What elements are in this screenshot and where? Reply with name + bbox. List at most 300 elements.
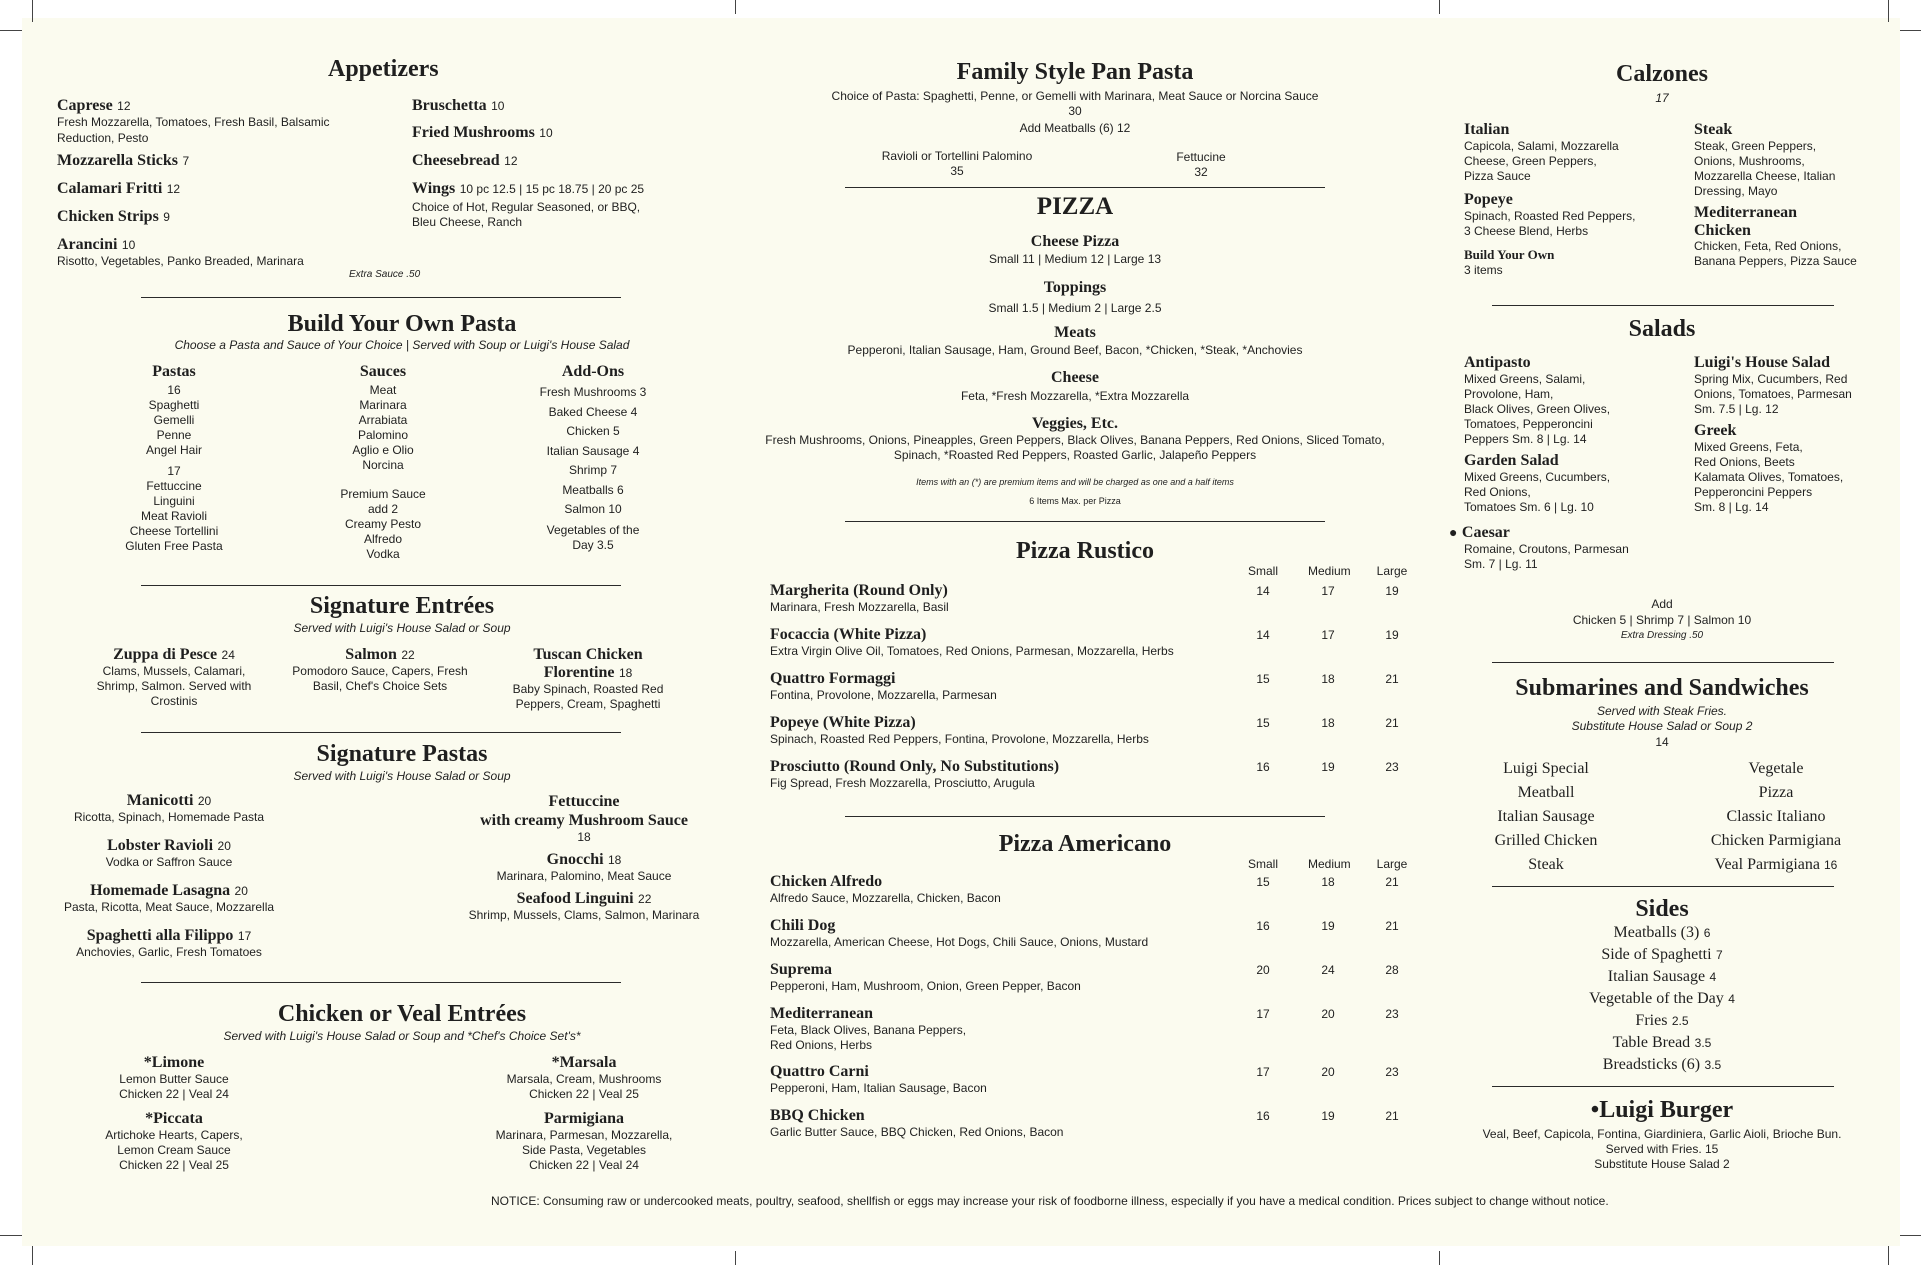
- item-desc: Red Onions,: [1464, 485, 1531, 499]
- sauces-heading: Sauces: [359, 363, 407, 380]
- item-desc: Sm. 7.5 | Lg. 12: [1694, 402, 1779, 416]
- divider: [845, 816, 1325, 817]
- pizza-desc: Marinara, Fresh Mozzarella, Basil: [770, 600, 949, 614]
- pastas-price: 17: [167, 464, 181, 478]
- burger-desc: Served with Fries. 15: [1605, 1142, 1719, 1156]
- sub-option: Chicken Parmigiana: [1710, 832, 1842, 849]
- item-name: Florentine: [543, 664, 615, 681]
- side-item: [1462, 1054, 1862, 1076]
- caprese-item: [57, 97, 131, 115]
- item-name: Fried Mushrooms: [412, 124, 535, 141]
- pizza-desc: Fig Spread, Fresh Mozzarella, Prosciutto, Arugula: [770, 776, 1035, 790]
- pizza-price: 19: [1321, 760, 1335, 774]
- zuppa-item: [84, 646, 264, 709]
- appetizers-title: Appetizers: [328, 56, 439, 82]
- item-name: *Piccata: [145, 1110, 203, 1127]
- sub-option: Grilled Chicken: [1494, 832, 1598, 849]
- crop-mark: [735, 0, 736, 14]
- divider: [1492, 662, 1834, 663]
- pasta-option: Gemelli: [153, 413, 195, 427]
- side-name: Fries: [1635, 1012, 1668, 1029]
- item-desc: Lemon Butter Sauce: [119, 1072, 229, 1086]
- item-price: 18: [618, 666, 633, 680]
- item-name: Cheesebread: [412, 152, 500, 169]
- item-desc: Choice of Hot, Regular Seasoned, or BBQ,: [412, 200, 641, 214]
- calzones-right: [1694, 121, 1857, 269]
- item-desc: Sm. 7 | Lg. 11: [1464, 557, 1538, 571]
- item-name: Build Your Own: [1464, 247, 1555, 262]
- salmon-item: [280, 646, 480, 694]
- pizza-price: 16: [1256, 919, 1270, 933]
- item-name: Mediterranean: [1694, 204, 1798, 221]
- item-price: 22: [638, 892, 652, 906]
- item-name: Wings: [412, 180, 456, 197]
- item-name: Antipasto: [1464, 354, 1531, 371]
- pizza-desc: Mozzarella, American Cheese, Hot Dogs, Chili Sauce, Onions, Mustard: [770, 935, 1149, 949]
- item-desc: Reduction, Pesto: [57, 131, 149, 145]
- cheese-list: Feta, *Fresh Mozzarella, *Extra Mozzarella: [960, 389, 1190, 403]
- item-price: 18: [607, 853, 622, 867]
- subs-note: Served with Steak Fries.: [1596, 704, 1728, 718]
- addon-option: Fresh Mushrooms 3: [539, 385, 647, 399]
- signature-pastas-right: [454, 792, 714, 923]
- item-desc: Mixed Greens, Feta,: [1694, 440, 1803, 454]
- premium-sauce: add 2: [367, 502, 399, 516]
- size-header: Small: [1247, 564, 1278, 578]
- item-desc: Onions, Tomatoes, Parmesan: [1694, 387, 1852, 401]
- item-name: Chicken Strips: [57, 208, 159, 225]
- pizza-row: [770, 1005, 1420, 1052]
- sauce-option: Palomino: [357, 428, 409, 442]
- calamari-item: [57, 180, 180, 198]
- burger-title: •Luigi Burger: [1590, 1097, 1734, 1123]
- fettucine-option: Fettucine: [1176, 150, 1226, 164]
- item-price: 9: [163, 210, 170, 224]
- meats-list: Pepperoni, Italian Sausage, Ham, Ground Beef, Bacon, *Chicken, *Steak, *Anchovies: [847, 343, 1303, 357]
- item-price: 10: [121, 238, 136, 252]
- pizza-name: Mediterranean: [770, 1005, 874, 1022]
- bruschetta-item: [412, 97, 504, 115]
- addon-option: Vegetables of the: [546, 522, 640, 537]
- addon-option: Meatballs 6: [562, 482, 624, 497]
- pizza-rustico-title: Pizza Rustico: [1016, 538, 1154, 564]
- item-desc: Pizza Sauce: [1464, 169, 1531, 183]
- pasta-option: Cheese Tortellini: [129, 524, 219, 538]
- addon-option: Shrimp 7: [568, 463, 618, 477]
- item-desc: 3 Cheese Blend, Herbs: [1464, 224, 1589, 238]
- pizza-name: Quattro Carni: [770, 1063, 869, 1080]
- pizza-row: [770, 917, 1420, 951]
- pizza-price: 14: [1256, 628, 1270, 642]
- side-item: [1462, 988, 1862, 1010]
- item-desc: Mixed Greens, Cucumbers,: [1464, 470, 1611, 484]
- salads-left: [1449, 354, 1629, 572]
- pizza-desc: Spinach, Roasted Red Peppers, Fontina, Provolone, Mozzarella, Herbs: [770, 732, 1149, 746]
- item-desc: Ricotta, Spinach, Homemade Pasta: [73, 810, 265, 824]
- toppings-heading: Toppings: [1043, 279, 1107, 296]
- side-item: [1462, 1032, 1862, 1054]
- family-style-meatballs: Add Meatballs (6) 12: [1019, 121, 1131, 135]
- size-header: Small: [1247, 857, 1278, 871]
- pizza-price: 24: [1321, 963, 1335, 977]
- premium-sauce: Creamy Pesto: [344, 517, 422, 531]
- item-name: Italian: [1464, 121, 1510, 138]
- pizza-price: 15: [1256, 672, 1270, 686]
- pastas-heading: Pastas: [152, 363, 196, 380]
- premium-sauce: Vodka: [366, 547, 400, 561]
- side-name: Table Bread: [1612, 1034, 1691, 1051]
- pizza-price: 18: [1321, 672, 1335, 686]
- build-pasta-title: Build Your Own Pasta: [287, 311, 517, 337]
- pizza-row: [770, 714, 1420, 748]
- sub-option: Vegetale: [1748, 760, 1804, 777]
- pizza-row: [770, 670, 1420, 704]
- pizza-row: [770, 1063, 1420, 1097]
- family-style-line: Choice of Pasta: Spaghetti, Penne, or Gemelli with Marinara, Meat Sauce or Norcina Sauce: [831, 89, 1319, 103]
- family-style-price: 30: [1068, 104, 1082, 118]
- item-price: 10 pc 12.5 | 15 pc 18.75 | 20 pc 25: [459, 182, 645, 196]
- item-desc: Marsala, Cream, Mushrooms: [506, 1072, 662, 1086]
- toppings-prices: Small 1.5 | Medium 2 | Large 2.5: [988, 301, 1162, 315]
- pizza-price: 15: [1256, 875, 1270, 889]
- item-name: Mozzarella Sticks: [57, 152, 179, 169]
- side-price: 3.5: [1704, 1058, 1722, 1072]
- side-price: 2.5: [1671, 1014, 1689, 1028]
- item-name: Salmon: [345, 646, 397, 663]
- item-desc: Pepperoncini Peppers: [1694, 485, 1813, 499]
- item-price: 20: [197, 794, 212, 808]
- sub-option: Classic Italiano: [1726, 808, 1826, 825]
- divider: [141, 982, 621, 983]
- signature-pastas-subtitle: Served with Luigi's House Salad or Soup: [293, 769, 511, 783]
- crop-mark: [735, 1251, 736, 1265]
- size-header: Large: [1376, 564, 1408, 578]
- signature-pastas-left: [44, 792, 294, 960]
- pasta-option: Spaghetti: [148, 398, 200, 412]
- crop-mark: [0, 30, 22, 31]
- item-name: Luigi's House Salad: [1694, 354, 1831, 371]
- crop-mark: [1439, 1251, 1440, 1265]
- item-desc: Pomodoro Sauce, Capers, Fresh: [292, 664, 468, 678]
- side-price: 7: [1715, 948, 1723, 962]
- family-style-title: Family Style Pan Pasta: [956, 59, 1194, 85]
- cheese-heading: Cheese: [1051, 369, 1099, 386]
- item-desc: Steak, Green Peppers,: [1694, 139, 1817, 153]
- crop-mark: [32, 0, 33, 22]
- sauce-option: Marinara: [359, 398, 407, 412]
- item-desc: Artichoke Hearts, Capers,: [105, 1128, 243, 1142]
- item-name: *Limone: [143, 1054, 205, 1071]
- item-desc: Spinach, Roasted Red Peppers,: [1464, 209, 1636, 223]
- pizza-name: Suprema: [770, 961, 832, 978]
- addon-option: Baked Cheese 4: [548, 404, 638, 419]
- item-name: *Marsala: [551, 1054, 617, 1071]
- pizza-price: 21: [1385, 672, 1399, 686]
- item-name: Tuscan Chicken: [533, 646, 643, 663]
- pizza-name: Margherita (Round Only): [770, 582, 948, 599]
- item-desc: Crostinis: [150, 694, 198, 708]
- pizza-name: Popeye (White Pizza): [770, 714, 916, 731]
- side-item: [1462, 966, 1862, 988]
- item-price: 24: [221, 648, 235, 662]
- addons-heading: Add-Ons: [561, 363, 625, 380]
- item-desc: Cheese, Green Peppers,: [1464, 154, 1597, 168]
- item-name: Homemade Lasagna: [90, 882, 231, 899]
- cheese-pizza-prices: Small 11 | Medium 12 | Large 13: [988, 252, 1162, 266]
- item-name: Manicotti: [126, 792, 194, 809]
- signature-entrees-subtitle: Served with Luigi's House Salad or Soup: [293, 621, 511, 635]
- pizza-price: 19: [1321, 919, 1335, 933]
- divider: [141, 297, 621, 298]
- sides-list: [1462, 922, 1862, 1076]
- item-desc: Pasta, Ricotta, Meat Sauce, Mozzarella: [63, 900, 275, 914]
- burger-desc: Substitute House Salad 2: [1594, 1157, 1730, 1171]
- arancini-item: [57, 236, 135, 254]
- size-header: Medium: [1308, 857, 1351, 871]
- divider: [1492, 886, 1834, 887]
- pizza-row: [770, 873, 1420, 907]
- sauce-option: Norcina: [362, 458, 404, 472]
- item-desc: Peppers, Cream, Spaghetti: [515, 697, 661, 711]
- item-desc: Anchovies, Garlic, Fresh Tomatoes: [76, 945, 262, 959]
- side-price: 4: [1709, 970, 1717, 984]
- salads-title: Salads: [1628, 316, 1696, 342]
- extra-dressing-note: Extra Dressing .50: [1620, 630, 1704, 641]
- pizza-desc: Garlic Butter Sauce, BBQ Chicken, Red Onions, Bacon: [770, 1125, 1064, 1139]
- pizza-name: Focaccia (White Pizza): [770, 626, 927, 643]
- item-name: Parmigiana: [544, 1110, 624, 1127]
- addon-option: Salmon 10: [564, 502, 622, 516]
- item-prices: Chicken 22 | Veal 24: [529, 1158, 639, 1172]
- sides-title: Sides: [1635, 896, 1689, 922]
- pizza-price: 16: [1256, 1109, 1270, 1123]
- item-desc: Provolone, Ham,: [1464, 387, 1554, 401]
- item-name: Zuppa di Pesce: [113, 646, 218, 663]
- chicken-veal-title: Chicken or Veal Entrées: [277, 1001, 527, 1027]
- item-desc: Onions, Mushrooms,: [1694, 154, 1805, 168]
- item-desc: Marinara, Palomino, Meat Sauce: [496, 869, 672, 883]
- pasta-option: Gluten Free Pasta: [125, 539, 223, 553]
- divider: [141, 585, 621, 586]
- item-desc: Tomatoes Sm. 6 | Lg. 10: [1464, 500, 1594, 514]
- pizza-price: 21: [1385, 1109, 1399, 1123]
- crop-mark: [1439, 0, 1440, 14]
- item-name: Popeye: [1464, 191, 1513, 208]
- crop-mark: [0, 1235, 22, 1236]
- pizza-price: 17: [1256, 1065, 1270, 1079]
- pizza-price: 17: [1256, 1007, 1270, 1021]
- pizza-price: 19: [1385, 628, 1399, 642]
- max-items-note: 6 Items Max. per Pizza: [1029, 496, 1121, 506]
- signature-entrees-title: Signature Entrées: [309, 593, 495, 619]
- wings-item: [412, 180, 644, 198]
- addon-option: Chicken 5: [566, 424, 620, 438]
- ravioli-option: Ravioli or Tortellini Palomino: [881, 149, 1033, 163]
- extra-sauce-note: Extra Sauce .50: [349, 269, 421, 280]
- side-name: Breadsticks (6): [1602, 1056, 1701, 1073]
- item-desc: Basil, Chef's Choice Sets: [312, 679, 448, 693]
- pizza-row: [770, 758, 1420, 792]
- item-desc: Clams, Mussels, Calamari,: [102, 664, 246, 678]
- premium-sauce: Alfredo: [363, 532, 403, 546]
- pizza-americano-title: Pizza Americano: [998, 831, 1172, 857]
- crop-mark: [1888, 1246, 1889, 1265]
- pizza-desc: Pepperoni, Ham, Mushroom, Onion, Green Pepper, Bacon: [770, 979, 1081, 993]
- addon-option: Italian Sausage 4: [546, 443, 640, 458]
- pizza-price: 17: [1321, 628, 1335, 642]
- item-price: 10: [491, 99, 505, 113]
- addons-column: [523, 363, 663, 553]
- subs-right: [1686, 757, 1866, 877]
- item-name: Spaghetti alla Filippo: [86, 927, 234, 944]
- side-name: Side of Spaghetti: [1601, 946, 1712, 963]
- item-prices: Chicken 22 | Veal 25: [529, 1087, 639, 1101]
- premium-sauce: Premium Sauce: [340, 487, 426, 501]
- pizza-price: 14: [1256, 584, 1270, 598]
- pizza-price: 21: [1385, 875, 1399, 889]
- side-item: [1462, 922, 1862, 944]
- signature-pastas-title: Signature Pastas: [316, 741, 488, 767]
- mozzarella-sticks-item: [57, 152, 189, 170]
- item-desc: Banana Peppers, Pizza Sauce: [1694, 254, 1857, 268]
- pizza-row: [770, 1107, 1420, 1141]
- item-desc: Capicola, Salami, Mozzarella: [1464, 139, 1619, 153]
- item-name: Chicken: [1694, 222, 1751, 239]
- fettucine-price: 32: [1194, 165, 1208, 179]
- sub-option: Meatball: [1517, 784, 1575, 801]
- size-header: Large: [1376, 857, 1408, 871]
- pizza-price: 17: [1321, 584, 1335, 598]
- ravioli-price: 35: [950, 164, 964, 178]
- chicken-veal-right: [484, 1054, 684, 1173]
- premium-note: Items with an (*) are premium items and will be charged as one and a half items: [916, 477, 1234, 487]
- pasta-option: Fettuccine: [146, 479, 202, 493]
- pizza-price: 28: [1385, 963, 1399, 977]
- item-prices: Chicken 22 | Veal 25: [119, 1158, 229, 1172]
- divider: [1492, 305, 1834, 306]
- pizza-price: 19: [1385, 584, 1399, 598]
- divider: [1492, 1086, 1834, 1087]
- pizza-desc: Alfredo Sauce, Mozzarella, Chicken, Bacon: [770, 891, 1001, 905]
- item-price: 12: [117, 99, 131, 113]
- subs-note: Substitute House Salad or Soup 2: [1571, 719, 1753, 733]
- item-name: Lobster Ravioli: [107, 837, 214, 854]
- pizza-price: 21: [1385, 919, 1399, 933]
- sauce-option: Aglio e Olio: [352, 443, 414, 457]
- item-name: Garden Salad: [1464, 452, 1559, 469]
- build-pasta-subtitle: Choose a Pasta and Sauce of Your Choice | Served with Soup or Luigi's House Salad: [174, 338, 630, 352]
- item-price: 22: [401, 648, 415, 662]
- meats-heading: Meats: [1054, 324, 1096, 341]
- pizza-price: 19: [1321, 1109, 1335, 1123]
- pizza-desc: Pepperoni, Ham, Italian Sausage, Bacon: [770, 1081, 987, 1095]
- sub-option: Steak: [1528, 856, 1564, 873]
- pizza-name: Chicken Alfredo: [770, 873, 883, 890]
- item-price: 17: [237, 929, 252, 943]
- item-price: 10: [539, 126, 553, 140]
- item-desc: Mixed Greens, Salami,: [1464, 372, 1586, 386]
- item-name: Steak: [1694, 121, 1733, 138]
- item-desc: Mozzarella Cheese, Italian: [1694, 169, 1836, 183]
- subs-left: [1456, 757, 1636, 877]
- salads-right: [1694, 354, 1852, 515]
- item-price: 16: [1823, 858, 1838, 872]
- item-price: 18: [577, 830, 591, 844]
- item-desc: Marinara, Parmesan, Mozzarella,: [495, 1128, 673, 1142]
- side-name: Vegetable of the Day: [1589, 990, 1724, 1007]
- pizza-price: 18: [1321, 716, 1335, 730]
- item-name: Fettuccine: [548, 793, 620, 810]
- pizza-price: 23: [1385, 1065, 1399, 1079]
- item-desc: Bleu Cheese, Ranch: [412, 215, 523, 229]
- item-name: Calamari Fritti: [57, 180, 163, 197]
- bullet-icon: ●: [1449, 524, 1458, 540]
- divider: [141, 732, 621, 733]
- salad-add-prices: Chicken 5 | Shrimp 7 | Salmon 10: [1572, 613, 1752, 627]
- side-price: 4: [1728, 992, 1735, 1006]
- item-desc: Sm. 8 | Lg. 14: [1694, 500, 1769, 514]
- chicken-veal-left: [84, 1054, 264, 1173]
- veggies-list: Spinach, *Roasted Red Peppers, Roasted Garlic, Jalapeño Peppers: [893, 448, 1257, 462]
- item-desc: Spring Mix, Cucumbers, Red: [1694, 372, 1848, 386]
- item-desc: Fresh Mozzarella, Tomatoes, Fresh Basil, Balsamic: [57, 115, 330, 129]
- pizza-desc: Extra Virgin Olive Oil, Tomatoes, Red Onions, Parmesan, Mozzarella, Herbs: [770, 644, 1174, 658]
- item-name: with creamy Mushroom Sauce: [480, 812, 688, 829]
- sub-option: Veal Parmigiana: [1714, 856, 1820, 873]
- item-name: Greek: [1694, 422, 1737, 439]
- subs-title: Submarines and Sandwiches: [1515, 675, 1809, 701]
- item-desc: Black Olives, Green Olives,: [1464, 402, 1611, 416]
- side-price: 6: [1703, 926, 1711, 940]
- item-desc: Shrimp, Salmon. Served with: [96, 679, 252, 693]
- item-name: Bruschetta: [412, 97, 487, 114]
- item-name: Seafood Linguini: [516, 890, 634, 907]
- pizza-desc: Feta, Black Olives, Banana Peppers,: [770, 1023, 967, 1037]
- side-item: [1462, 1010, 1862, 1032]
- item-price: 7: [182, 154, 190, 168]
- side-price: 3.5: [1694, 1036, 1712, 1050]
- cheesebread-item: [412, 152, 518, 170]
- divider: [845, 187, 1325, 188]
- pizza-desc: Fontina, Provolone, Mozzarella, Parmesan: [770, 688, 997, 702]
- item-name: Caprese: [57, 97, 113, 114]
- salad-add-heading: Add: [1651, 597, 1673, 611]
- sauce-option: Arrabiata: [358, 413, 408, 427]
- pizza-price: 21: [1385, 716, 1399, 730]
- item-desc: Baby Spinach, Roasted Red: [512, 682, 664, 696]
- item-desc: Lemon Cream Sauce: [117, 1143, 231, 1157]
- item-desc: Red Onions, Beets: [1694, 455, 1795, 469]
- pizza-price: 23: [1385, 760, 1399, 774]
- item-desc: Dressing, Mayo: [1694, 184, 1778, 198]
- calzones-price: 17: [1655, 91, 1669, 105]
- crop-mark: [1888, 0, 1889, 22]
- pasta-option: Linguini: [153, 494, 195, 508]
- item-desc: Romaine, Croutons, Parmesan: [1464, 542, 1629, 556]
- item-price: 20: [234, 884, 248, 898]
- item-desc: Chicken, Feta, Red Onions,: [1694, 239, 1842, 253]
- item-desc: Peppers Sm. 8 | Lg. 14: [1464, 432, 1587, 446]
- pizza-name: BBQ Chicken: [770, 1107, 865, 1124]
- pizza-row: [770, 582, 1420, 616]
- sub-option: Italian Sausage: [1497, 808, 1595, 825]
- item-name: Caesar: [1461, 524, 1510, 541]
- health-notice: NOTICE: Consuming raw or undercooked meats, poultry, seafood, shellfish or eggs may increase your risk of foodborne illness, especially if you have a medical condition. Prices subject to change without notice.: [491, 1194, 1609, 1208]
- item-desc: Tomatoes, Pepperoncini: [1464, 417, 1593, 431]
- item-name: Arancini: [57, 236, 118, 253]
- item-desc: Shrimp, Mussels, Clams, Salmon, Marinara: [468, 908, 700, 922]
- fried-mushrooms-item: [412, 124, 553, 142]
